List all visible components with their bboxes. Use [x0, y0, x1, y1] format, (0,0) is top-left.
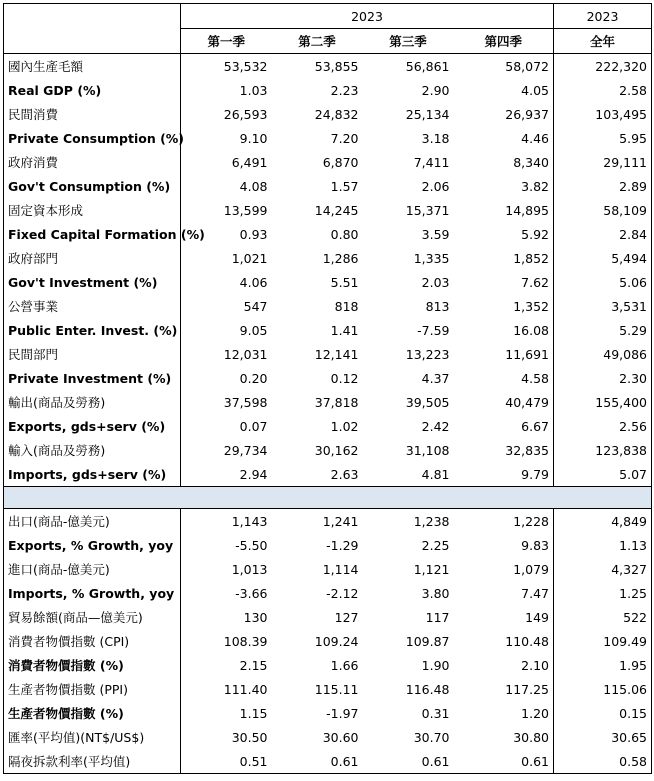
cell-q1: 130 — [181, 605, 272, 629]
cell-q3: 1.90 — [421, 657, 450, 673]
table-row — [4, 222, 652, 246]
cell-q4: 3.82 — [521, 178, 549, 194]
cell-q1: 1,021 — [181, 246, 272, 270]
table-row — [4, 414, 652, 438]
cell-q4: 1,352 — [513, 298, 549, 314]
cell-q2: 1.41 — [330, 322, 359, 338]
cell-q1: -3.66 — [181, 581, 272, 605]
cell-q3: 13,223 — [405, 346, 450, 362]
cell-q2: 30.60 — [322, 729, 359, 745]
table-row — [4, 342, 652, 366]
cell-q3: 7,411 — [413, 154, 450, 170]
row-label: 出口(商品-億美元) — [4, 509, 181, 534]
cell-q1: 9.05 — [181, 318, 272, 342]
cell-annual: 58,109 — [554, 198, 652, 222]
cell-q1: 6,491 — [181, 150, 272, 174]
cell-annual: 2.56 — [554, 414, 652, 438]
table-row — [4, 126, 652, 150]
cell-annual: 3,531 — [554, 294, 652, 318]
cell-q4: 58,072 — [505, 58, 549, 74]
table-row — [4, 749, 652, 774]
cell-annual: 29,111 — [554, 150, 652, 174]
cell-q1: 1,013 — [181, 557, 272, 581]
cell-q2: 0.80 — [330, 226, 359, 242]
cell-q3: 2.25 — [421, 537, 450, 553]
cell-q3: 2.06 — [421, 178, 450, 194]
cell-q3: 1,238 — [413, 513, 450, 529]
cell-annual: 1.13 — [554, 533, 652, 557]
cell-q4: 4.58 — [521, 370, 549, 386]
cell-q4: 1.20 — [521, 705, 549, 721]
header-annual: 全年 — [554, 29, 652, 54]
table-row — [4, 390, 652, 414]
cell-q1: 53,532 — [181, 54, 272, 79]
cell-q1: 1,143 — [181, 509, 272, 534]
row-label: 輸入(商品及勞務) — [4, 438, 181, 462]
cell-q2: 24,832 — [314, 106, 359, 122]
cell-q4: 110.48 — [505, 633, 549, 649]
cell-annual: 30.65 — [554, 725, 652, 749]
cell-q3: 117 — [425, 609, 450, 625]
row-label: 匯率(平均值)(NT$/US$) — [4, 725, 181, 749]
row-label: Imports, gds+serv (%) — [4, 462, 181, 487]
cell-q3: 4.37 — [421, 370, 450, 386]
cell-q2: 6,870 — [322, 154, 359, 170]
cell-q4: 26,937 — [505, 106, 549, 122]
row-label: Public Enter. Invest. (%) — [4, 318, 181, 342]
cell-q2: 14,245 — [314, 202, 359, 218]
cell-q1: 9.10 — [181, 126, 272, 150]
cell-q4: 40,479 — [505, 394, 549, 410]
cell-q3: 3.80 — [421, 585, 450, 601]
row-label: 民間消費 — [4, 102, 181, 126]
table-row — [4, 581, 652, 605]
table-row — [4, 318, 652, 342]
cell-q3: 1,121 — [413, 561, 450, 577]
cell-q4: 4.05 — [521, 82, 549, 98]
cell-q2: 1.02 — [330, 418, 359, 434]
cell-q1: 26,593 — [181, 102, 272, 126]
table-row — [4, 629, 652, 653]
cell-q2: 127 — [334, 609, 359, 625]
table-body — [4, 4, 652, 774]
cell-q3: 3.18 — [421, 130, 450, 146]
cell-q4: 117.25 — [505, 681, 549, 697]
cell-q2: 1,241 — [322, 513, 359, 529]
cell-q3: 30.70 — [413, 729, 450, 745]
cell-q2: 5.51 — [330, 274, 359, 290]
cell-q4: 16.08 — [513, 322, 549, 338]
cell-q1: 108.39 — [181, 629, 272, 653]
cell-q1: 0.20 — [181, 366, 272, 390]
cell-q4: 1,079 — [513, 561, 549, 577]
table-row — [4, 677, 652, 701]
header-q4: 第四季 — [454, 29, 554, 54]
cell-q4: 9.79 — [521, 466, 549, 482]
row-label: 民間部門 — [4, 342, 181, 366]
row-label: 國內生產毛額 — [4, 54, 181, 79]
cell-q2: 1,114 — [322, 561, 359, 577]
row-label: Exports, % Growth, yoy — [4, 533, 181, 557]
cell-q4: 6.67 — [521, 418, 549, 434]
cell-annual: 1.25 — [554, 581, 652, 605]
cell-annual: 4,327 — [554, 557, 652, 581]
row-label: 貿易餘額(商品—億美元) — [4, 605, 181, 629]
cell-q4: 149 — [525, 609, 549, 625]
cell-annual: 1.95 — [554, 653, 652, 677]
cell-q3: 2.42 — [421, 418, 450, 434]
cell-q3: 56,861 — [405, 58, 450, 74]
table-row — [4, 78, 652, 102]
cell-q2: 0.61 — [272, 749, 363, 774]
row-label: Gov't Consumption (%) — [4, 174, 181, 198]
table-row — [4, 557, 652, 581]
cell-q1: 12,031 — [181, 342, 272, 366]
table-row — [4, 246, 652, 270]
table-row — [4, 150, 652, 174]
cell-q3: 2.03 — [421, 274, 450, 290]
cell-q2: 115.11 — [314, 681, 359, 697]
cell-q3: 0.61 — [363, 749, 454, 774]
cell-q4: 0.61 — [454, 749, 554, 774]
cell-q3: 116.48 — [405, 681, 450, 697]
row-label: Imports, % Growth, yoy — [4, 581, 181, 605]
header-q2: 第二季 — [272, 29, 363, 54]
cell-q1: 2.15 — [181, 653, 272, 677]
cell-q4: 8,340 — [513, 154, 549, 170]
header-q3: 第三季 — [363, 29, 454, 54]
cell-annual: 0.15 — [554, 701, 652, 725]
cell-q4: 1,228 — [513, 513, 549, 529]
row-label: 輸出(商品及勞務) — [4, 390, 181, 414]
table-row — [4, 725, 652, 749]
cell-q2: 818 — [334, 298, 359, 314]
row-label: 消費者物價指數 (CPI) — [4, 629, 181, 653]
cell-q3: -7.59 — [417, 322, 450, 338]
cell-q1: 30.50 — [181, 725, 272, 749]
cell-q2: 30,162 — [314, 442, 359, 458]
cell-q3: 109.87 — [405, 633, 450, 649]
cell-annual: 5.29 — [554, 318, 652, 342]
cell-q2: 53,855 — [314, 58, 359, 74]
cell-q1: -5.50 — [181, 533, 272, 557]
cell-q1: 2.94 — [181, 462, 272, 487]
table-row — [4, 701, 652, 725]
row-label: Fixed Capital Formation (%) — [4, 222, 181, 246]
cell-q2: -2.12 — [326, 585, 359, 601]
cell-annual: 5,494 — [554, 246, 652, 270]
cell-q3: 2.90 — [421, 82, 450, 98]
cell-q2: 37,818 — [314, 394, 359, 410]
table-row — [4, 294, 652, 318]
cell-q3: 4.81 — [421, 466, 450, 482]
header-row-period — [4, 29, 652, 54]
table-row — [4, 366, 652, 390]
row-label: Private Consumption (%) — [4, 126, 181, 150]
cell-q2: 7.20 — [330, 130, 359, 146]
cell-q4: 2.10 — [521, 657, 549, 673]
cell-q4: 7.47 — [521, 585, 549, 601]
cell-annual: 2.58 — [554, 78, 652, 102]
cell-annual: 0.58 — [554, 749, 652, 774]
table-row — [4, 54, 652, 79]
cell-q4: 30.80 — [513, 729, 549, 745]
cell-q1: 0.07 — [181, 414, 272, 438]
cell-annual: 222,320 — [554, 54, 652, 79]
row-label: 消費者物價指數 (%) — [4, 653, 181, 677]
cell-annual: 5.95 — [554, 126, 652, 150]
cell-annual: 4,849 — [554, 509, 652, 534]
cell-q4: 14,895 — [505, 202, 549, 218]
header-year-annual: 2023 — [554, 4, 652, 29]
cell-q3: 25,134 — [405, 106, 450, 122]
cell-q2: 109.24 — [314, 633, 359, 649]
cell-q1: 0.93 — [181, 222, 272, 246]
economic-indicators-table — [3, 3, 652, 774]
cell-annual: 5.06 — [554, 270, 652, 294]
header-q1: 第一季 — [181, 29, 272, 54]
header-year-group: 2023 — [181, 4, 554, 29]
cell-q3: 813 — [425, 298, 450, 314]
cell-q3: 3.59 — [421, 226, 450, 242]
cell-annual: 522 — [554, 605, 652, 629]
row-label: Gov't Investment (%) — [4, 270, 181, 294]
cell-q2: 2.23 — [330, 82, 359, 98]
cell-q4: 5.92 — [521, 226, 549, 242]
cell-annual: 2.89 — [554, 174, 652, 198]
cell-q2: -1.29 — [326, 537, 359, 553]
cell-q3: 15,371 — [405, 202, 450, 218]
cell-q2: 2.63 — [330, 466, 359, 482]
table-row — [4, 605, 652, 629]
cell-q2: -1.97 — [326, 705, 359, 721]
cell-q1: 0.51 — [181, 749, 272, 774]
row-label: 生產者物價指數 (PPI) — [4, 677, 181, 701]
cell-annual: 155,400 — [554, 390, 652, 414]
table-row — [4, 270, 652, 294]
cell-annual: 123,838 — [554, 438, 652, 462]
cell-q4: 9.83 — [521, 537, 549, 553]
cell-q2: 1,286 — [322, 250, 359, 266]
cell-annual: 2.84 — [554, 222, 652, 246]
header-corner — [4, 4, 181, 29]
cell-q1: 13,599 — [181, 198, 272, 222]
cell-q3: 1,335 — [413, 250, 450, 266]
cell-q3: 31,108 — [405, 442, 450, 458]
header-row-year — [4, 4, 652, 29]
cell-q1: 1.03 — [181, 78, 272, 102]
cell-q2: 1.57 — [330, 178, 359, 194]
table-row — [4, 102, 652, 126]
table-row — [4, 533, 652, 557]
section-separator — [4, 487, 652, 509]
cell-q1: 1.15 — [181, 701, 272, 725]
cell-q1: 29,734 — [181, 438, 272, 462]
row-label: Private Investment (%) — [4, 366, 181, 390]
header-corner-lower — [4, 29, 181, 54]
cell-q1: 37,598 — [181, 390, 272, 414]
cell-annual: 2.30 — [554, 366, 652, 390]
separator-cell — [4, 487, 652, 509]
table-row — [4, 174, 652, 198]
cell-q2: 12,141 — [314, 346, 359, 362]
cell-q1: 547 — [181, 294, 272, 318]
cell-q4: 1,852 — [513, 250, 549, 266]
row-label: 進口(商品-億美元) — [4, 557, 181, 581]
cell-q3: 0.31 — [421, 705, 450, 721]
cell-q4: 32,835 — [505, 442, 549, 458]
row-label: 公營事業 — [4, 294, 181, 318]
table-row — [4, 653, 652, 677]
row-label: 政府部門 — [4, 246, 181, 270]
cell-q2: 0.12 — [330, 370, 359, 386]
table-row — [4, 509, 652, 534]
cell-q1: 4.06 — [181, 270, 272, 294]
cell-q4: 11,691 — [505, 346, 549, 362]
row-label: 隔夜拆款利率(平均值) — [4, 749, 181, 774]
table-row — [4, 438, 652, 462]
cell-annual: 5.07 — [554, 462, 652, 487]
row-label: 固定資本形成 — [4, 198, 181, 222]
cell-annual: 109.49 — [554, 629, 652, 653]
cell-annual: 115.06 — [554, 677, 652, 701]
row-label: Real GDP (%) — [4, 78, 181, 102]
cell-q4: 7.62 — [521, 274, 549, 290]
cell-annual: 49,086 — [554, 342, 652, 366]
table-row — [4, 462, 652, 487]
cell-q1: 111.40 — [181, 677, 272, 701]
cell-q4: 4.46 — [521, 130, 549, 146]
cell-q1: 4.08 — [181, 174, 272, 198]
table-row — [4, 198, 652, 222]
cell-q3: 39,505 — [405, 394, 450, 410]
row-label: Exports, gds+serv (%) — [4, 414, 181, 438]
row-label: 生產者物價指數 (%) — [4, 701, 181, 725]
cell-q2: 1.66 — [330, 657, 359, 673]
row-label: 政府消費 — [4, 150, 181, 174]
cell-annual: 103,495 — [554, 102, 652, 126]
